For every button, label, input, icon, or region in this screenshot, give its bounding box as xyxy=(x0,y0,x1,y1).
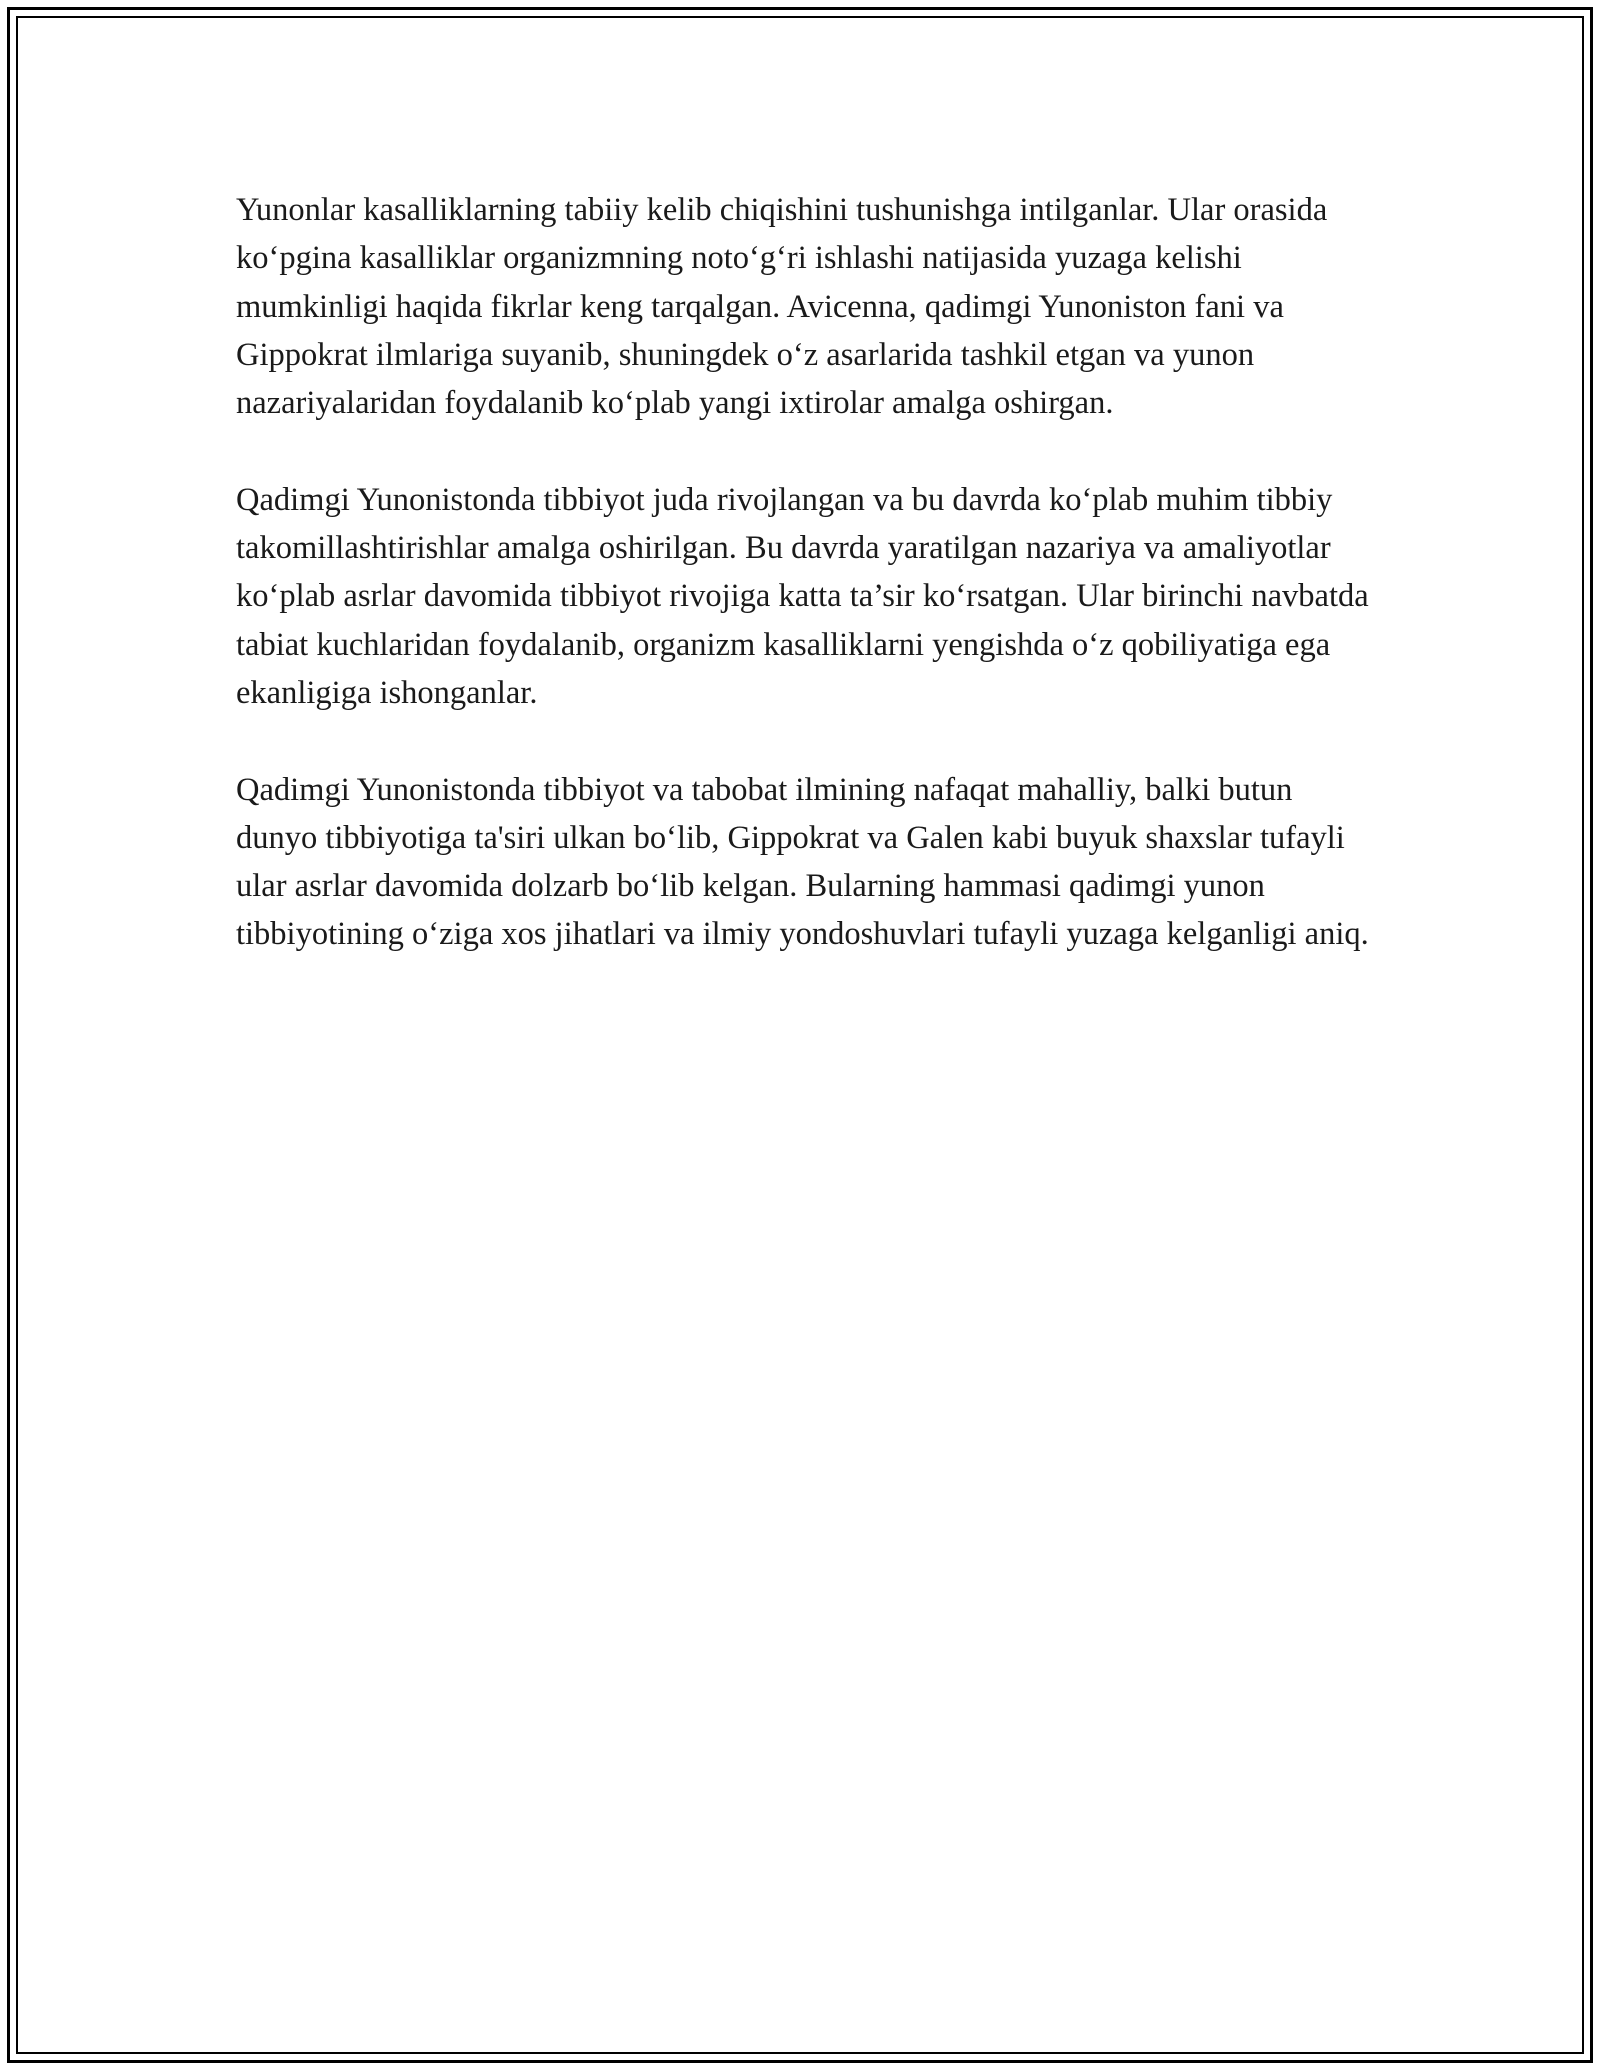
document-body xyxy=(236,186,1376,1007)
paragraph-3: Qadimgi Yunonistonda tibbiyot va tabobat ilmining nafaqat mahalliy, balki butun dunyo tibbiyotiga ta'siri ulkan bo‘lib, Gippokrat va Galen kabi buyuk shaxslar tufayli ular asrlar davomida dolzarb bo‘lib kelgan. Bularning hammasi qadimgi yunon tibbiyotining o‘ziga xos jihatlari va ilmiy yondoshuvlari tufayli yuzaga kelganligi aniq. xyxy=(236,771,1369,953)
paragraph-2: Qadimgi Yunonistonda tibbiyot juda rivojlangan va bu davrda ko‘plab muhim tibbiy takomillashtirishlar amalga oshirilgan. Bu davrda yaratilgan nazariya va amaliyotlar ko‘plab asrlar davomida tibbiyot rivojiga katta ta’sir ko‘rsatgan. Ular birinchi navbatda tabiat kuchlaridan foydalanib, organizm kasalliklarni yengishda o‘z qobiliyatiga ega ekanligiga ishonganlar. xyxy=(236,481,1369,711)
paragraph-1: Yunonlar kasalliklarning tabiiy kelib chiqishini tushunishga intilganlar. Ular orasida ko‘pgina kasalliklar organizmning noto‘g‘ri ishlashi natijasida yuzaga kelishi mumkinligi haqida fikrlar keng tarqalgan. Avicenna, qadimgi Yunoniston fani va Gippokrat ilmlariga suyanib, shuningdek o‘z asarlarida tashkil etgan va yunon nazariyalaridan foydalanib ko‘plab yangi ixtirolar amalga oshirgan. xyxy=(236,192,1328,422)
